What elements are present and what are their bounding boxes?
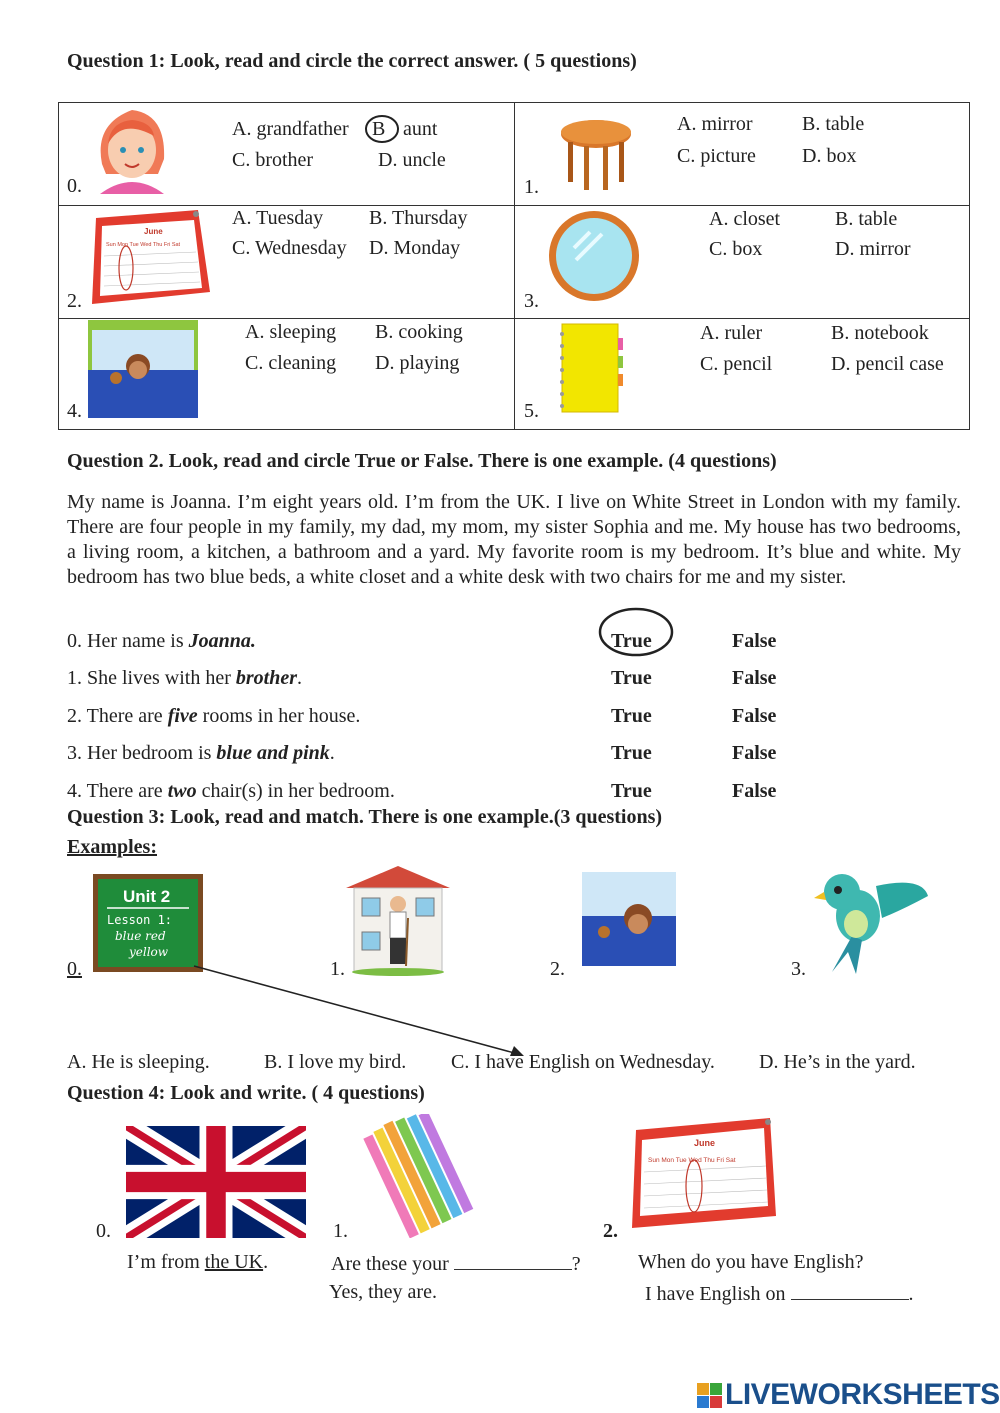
calendar-month: June	[144, 227, 163, 236]
q1-item-number: 0.	[67, 175, 82, 197]
chalkboard-icon	[93, 874, 203, 972]
table-icon	[558, 116, 634, 192]
false-option[interactable]: False	[732, 742, 777, 764]
option-a[interactable]: A. closet	[709, 208, 781, 230]
option-c[interactable]: C. brother	[232, 149, 314, 171]
q4-heading: Question 4: Look and write. ( 4 questions)	[67, 1082, 425, 1104]
option-c[interactable]: C. pencil	[700, 353, 773, 375]
statement-2: 2. There are five rooms in her house.	[67, 705, 361, 727]
statement-0: 0. Her name is Joanna.	[67, 630, 256, 652]
false-option[interactable]: False	[732, 630, 777, 652]
q4-answer-line: I’m from the UK.	[127, 1251, 269, 1273]
option-c[interactable]: C. Wednesday	[232, 237, 347, 259]
notebook-icon	[554, 320, 626, 416]
true-option[interactable]: True	[611, 705, 652, 727]
calendar-icon	[630, 1116, 780, 1230]
q4-answer-line: Yes, they are.	[329, 1281, 437, 1303]
option-a[interactable]: A. mirror	[677, 113, 753, 135]
true-option[interactable]: True	[611, 780, 652, 802]
board-title: Unit 2	[123, 887, 171, 906]
brand-name: LIVEWORKSHEETS	[725, 1378, 1000, 1411]
match-option-a[interactable]: A. He is sleeping.	[67, 1051, 210, 1073]
uk-flag-icon	[126, 1126, 306, 1238]
q2-heading: Question 2. Look, read and circle True or False. There is one example. (4 questions)	[67, 450, 777, 472]
q1-item-number: 5.	[524, 400, 539, 422]
option-b[interactable]: B. cooking	[375, 321, 463, 343]
option-b-letter[interactable]: B	[372, 118, 386, 140]
answer-blank[interactable]	[791, 1281, 909, 1300]
match-arrow	[190, 960, 535, 1060]
statement-4: 4. There are two chair(s) in her bedroom.	[67, 780, 395, 802]
board-line: blue red	[115, 929, 166, 943]
option-d[interactable]: D. Monday	[369, 237, 461, 259]
sleeping-boy-icon	[88, 320, 198, 418]
calendar-days: Sun Mon Tue Wed Thu Fri Sat	[106, 242, 181, 248]
option-b[interactable]: B. table	[802, 113, 865, 135]
rulers-icon	[354, 1114, 478, 1238]
sleeping-boy-icon	[582, 872, 676, 966]
q3-picture-number: 2.	[550, 958, 565, 980]
option-a[interactable]: A. grandfather	[232, 118, 349, 140]
reading-passage: My name is Joanna. I’m eight years old. I’m from the UK. I live on White Street in London with my family. There are four people in my family, my dad, my mom, my sister Sophia and me. My house has two bedrooms, a living room, a kitchen, a bathroom and a yard. My favorite room is my bedroom. It’s blue and white. My bedroom has two blue beds, a white closet and a white desk with two chairs for me and my sister.	[67, 491, 961, 588]
true-option[interactable]: True	[611, 667, 652, 689]
mirror-icon	[546, 208, 642, 304]
match-option-b[interactable]: B. I love my bird.	[264, 1051, 407, 1073]
option-c[interactable]: C. box	[709, 238, 763, 260]
option-c[interactable]: C. cleaning	[245, 352, 337, 374]
option-d[interactable]: D. uncle	[378, 149, 446, 171]
option-b[interactable]: B. notebook	[831, 322, 929, 344]
answer-circle	[364, 114, 400, 144]
q4-answer-line: I have English on .	[645, 1283, 914, 1305]
calendar-month: June	[694, 1138, 716, 1148]
option-c[interactable]: C. picture	[677, 145, 756, 167]
false-option[interactable]: False	[732, 780, 777, 802]
logo-icon	[697, 1383, 722, 1408]
q4-question-line: When do you have English?	[638, 1251, 864, 1273]
statement-3: 3. Her bedroom is blue and pink.	[67, 742, 335, 764]
q3-picture-number: 0.	[67, 958, 82, 980]
liveworksheets-logo[interactable]	[697, 1378, 1000, 1412]
q3-picture-number: 1.	[330, 958, 345, 980]
q1-heading: Question 1: Look, read and circle the correct answer. ( 5 questions)	[67, 50, 637, 72]
option-d[interactable]: D. playing	[375, 352, 460, 374]
bird-icon	[812, 866, 930, 976]
examples-label: Examples:	[67, 836, 157, 858]
answer-blank[interactable]	[454, 1251, 572, 1270]
q4-item-number: 1.	[333, 1220, 348, 1242]
option-a[interactable]: A. Tuesday	[232, 207, 324, 229]
match-option-c[interactable]: C. I have English on Wednesday.	[451, 1051, 715, 1073]
board-line: Lesson 1:	[107, 913, 173, 927]
q3-heading: Question 3: Look, read and match. There is one example.(3 questions)	[67, 806, 663, 828]
option-a[interactable]: A. sleeping	[245, 321, 337, 343]
option-a[interactable]: A. ruler	[700, 322, 763, 344]
q4-question-line: Are these your ?	[331, 1253, 581, 1275]
option-b[interactable]: B. Thursday	[369, 207, 468, 229]
option-d[interactable]: D. mirror	[835, 238, 911, 260]
q1-item-number: 3.	[524, 290, 539, 312]
q1-item-number: 2.	[67, 290, 82, 312]
q3-picture-number: 3.	[791, 958, 806, 980]
option-b-text[interactable]: aunt	[403, 118, 438, 140]
woman-icon	[92, 104, 170, 194]
calendar-days: Sun Mon Tue Wed Thu Fri Sat	[648, 1157, 736, 1164]
true-option[interactable]: True	[611, 742, 652, 764]
option-d[interactable]: D. pencil case	[831, 353, 944, 375]
q4-item-number: 0.	[96, 1220, 111, 1242]
statement-1: 1. She lives with her brother.	[67, 667, 302, 689]
false-option[interactable]: False	[732, 667, 777, 689]
q1-item-number: 4.	[67, 400, 82, 422]
board-line: yellow	[129, 945, 169, 959]
option-b[interactable]: B. table	[835, 208, 898, 230]
false-option[interactable]: False	[732, 705, 777, 727]
match-option-d[interactable]: D. He’s in the yard.	[759, 1051, 916, 1073]
calendar-icon	[88, 208, 214, 306]
option-d[interactable]: D. box	[802, 145, 857, 167]
q1-item-number: 1.	[524, 176, 539, 198]
true-option[interactable]: True	[611, 630, 652, 652]
q4-item-number: 2.	[603, 1220, 618, 1242]
